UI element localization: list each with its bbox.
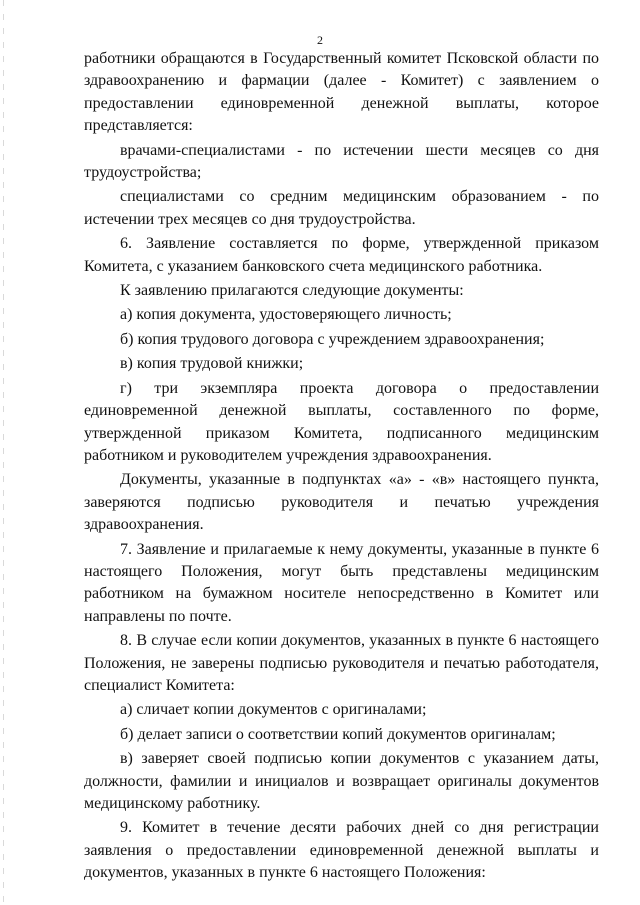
paragraph-8: в) копия трудовой книжки; [120,355,304,373]
paragraph-4: 6. Заявление составляется по форме, утвержденной приказом Комитета, с указанием банковского счета медицинского работника. [84,235,599,275]
paragraph-14: б) делает записи о соответствии копий документов оригиналам; [120,725,556,743]
paragraph-3: специалистами со средним медицинским образованием - по истечении трех месяцев со дня трудоустройства. [84,188,599,228]
paragraph-1: работники обращаются в Государственный комитет Псковской области по здравоохранению и фармации (далее - Комитет) с заявлением о предоставлении единовременной денежной выплаты, которое представляется: [84,50,599,135]
paragraph-7: б) копия трудового договора с учреждением здравоохранения; [120,330,545,348]
paragraph-6: а) копия документа, удостоверяющего личность; [120,306,452,324]
paragraph-9: г) три экземпляра проекта договора о предоставлении единовременной денежной выплаты, составленного по форме, утвержденной приказом Комитета, подписанного медицинским работником и руководителем учреждения здравоохранения. [84,379,599,464]
paragraph-11: 7. Заявление и прилагаемые к нему документы, указанные в пункте 6 настоящего Положения, могут быть представлены медицинским работником на бумажном носителе непосредственно в Комитет или направлены по почте. [84,540,599,625]
paragraph-12: 8. В случае если копии документов, указанных в пункте 6 настоящего Положения, не заверены подписью руководителя и печатью работодателя, специалист Комитета: [84,632,599,694]
document-body [84,48,599,885]
paragraph-15: в) заверяет своей подписью копии документов с указанием даты, должности, фамилии и инициалов и возвращает оригиналы документов медицинскому работнику. [84,750,599,812]
paragraph-2: врачами-специалистами - по истечении шести месяцев со дня трудоустройства; [84,141,599,182]
paragraph-5: К заявлению прилагаются следующие документы: [120,282,464,300]
paragraph-16: 9. Комитет в течение десяти рабочих дней со дня регистрации заявления о предоставлении единовременной денежной выплаты и документов, указанных в пункте 6 настоящего Положения: [84,819,599,882]
paragraph-10: Документы, указанные в подпунктах «а» - «в» настоящего пункта, заверяются подписью руководителя и печатью учреждения здравоохранения. [84,471,599,534]
page-number: 2 [317,33,323,47]
scan-edge-artifact [3,0,4,905]
paragraph-13: а) сличает копии документов с оригиналами; [120,701,427,719]
